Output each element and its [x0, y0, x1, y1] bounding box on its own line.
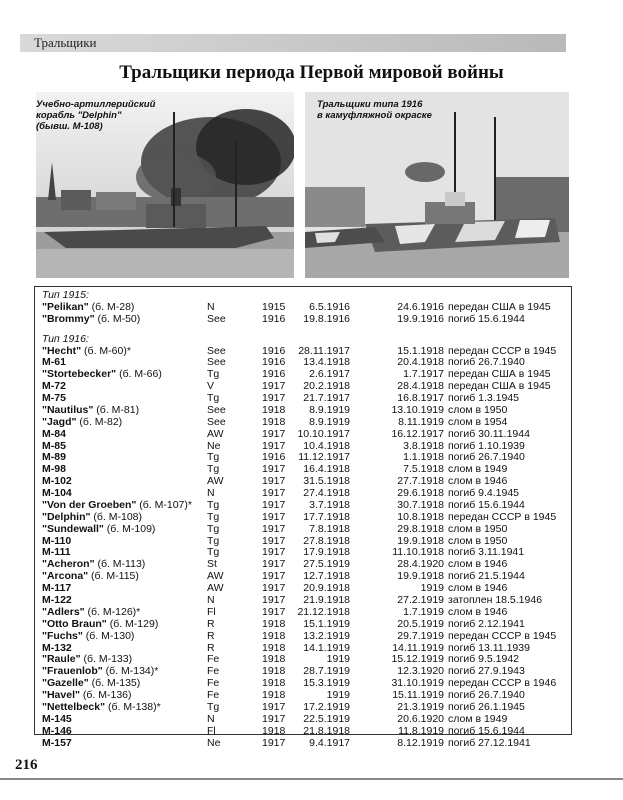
- program-year: 1918: [262, 724, 286, 737]
- ship-name: "Delphin": [42, 510, 91, 523]
- ship-name-cell: [42, 665, 158, 677]
- ship-name-cell: [42, 356, 66, 368]
- program-year: 1918: [262, 629, 286, 642]
- ship-name-cell: [42, 642, 72, 654]
- builder-code: AW: [207, 582, 224, 595]
- commission-date: 28.4.1920: [397, 558, 444, 571]
- program-year: 1918: [262, 415, 286, 428]
- builder-code: Fe: [207, 653, 220, 666]
- commission-date: 20.5.1919: [397, 617, 444, 630]
- fate: слом в 1949: [448, 463, 508, 476]
- program-year: 1918: [262, 677, 286, 690]
- commission-date: 8.12.1919: [397, 736, 444, 749]
- commission-date: 8.11.1919: [398, 415, 444, 428]
- commission-date: 11.10.1918: [392, 546, 444, 559]
- commission-date: 7.5.1918: [403, 463, 444, 476]
- commission-date: 28.4.1918: [397, 380, 444, 393]
- builder-code: Tg: [207, 510, 220, 523]
- ship-name-cell: [42, 463, 66, 475]
- builder-code: AW: [207, 570, 224, 583]
- former-name: (б. М-135): [88, 677, 141, 690]
- launch-date: 12.7.1918: [303, 570, 350, 583]
- program-year: 1917: [262, 534, 286, 547]
- commission-date: 21.3.1919: [397, 700, 444, 713]
- former-name: (б. М-126)*: [84, 605, 141, 618]
- ship-name: "Adlers": [42, 605, 85, 618]
- commission-date: 12.3.1920: [397, 665, 444, 678]
- fate: погиб 26.7.1940: [448, 356, 525, 369]
- program-year: 1917: [262, 392, 286, 405]
- launch-date: 15.1.1919: [303, 617, 350, 630]
- page-number: 216: [15, 757, 38, 773]
- program-year: 1915: [262, 300, 286, 313]
- ship-name-cell: [42, 404, 139, 416]
- fate: слом в 1950: [448, 522, 508, 535]
- fate: передан СССР в 1945: [448, 510, 557, 523]
- fate: передан США в 1945: [448, 380, 551, 393]
- launch-date: 27.8.1918: [303, 534, 350, 547]
- program-year: 1917: [262, 546, 286, 559]
- ship-name: "Arcona": [42, 570, 89, 583]
- builder-code: N: [207, 300, 215, 313]
- builder-code: Tg: [207, 368, 220, 381]
- fate: погиб 3.11.1941: [448, 546, 525, 559]
- fate: слом в 1950: [448, 403, 508, 416]
- program-year: 1917: [262, 522, 286, 535]
- former-name: (б. М-133): [80, 653, 133, 666]
- builder-code: R: [207, 629, 215, 642]
- former-name: (б. М-28): [88, 300, 135, 313]
- builder-code: R: [207, 617, 215, 630]
- ship-name-cell: [42, 523, 155, 535]
- former-name: (б. М-60)*: [81, 344, 131, 357]
- ship-name-cell: [42, 725, 72, 737]
- builder-code: AW: [207, 475, 224, 488]
- commission-date: 13.10.1919: [391, 403, 444, 416]
- commission-date: 20.6.1920: [397, 712, 444, 725]
- ship-name: "Stortebecker": [42, 368, 117, 381]
- program-year: 1917: [262, 380, 286, 393]
- launch-date: 15.3.1919: [303, 677, 350, 690]
- commission-date: 19.9.1916: [397, 312, 444, 325]
- ship-name-cell: [42, 440, 66, 452]
- former-name: (б. М-136): [79, 689, 132, 702]
- commission-date: 15.11.1919: [392, 689, 444, 702]
- ship-name: М-145: [42, 712, 72, 725]
- former-name: (б. М-129): [106, 617, 159, 630]
- launch-date: 10.4.1918: [303, 439, 350, 452]
- ship-name: "Gazelle": [42, 677, 89, 690]
- launch-date: 8.9.1919: [309, 403, 350, 416]
- commission-date: 14.11.1919: [392, 641, 444, 654]
- former-name: (б. М-50): [94, 312, 141, 325]
- launch-date: 7.8.1918: [309, 522, 350, 535]
- builder-code: Tg: [207, 700, 220, 713]
- former-name: (б. М-115): [88, 570, 139, 583]
- program-year: 1917: [262, 427, 286, 440]
- fate: передан СССР в 1945: [448, 344, 557, 357]
- launch-date: 8.9.1919: [309, 415, 350, 428]
- fate: слом в 1950: [448, 534, 508, 547]
- fate: погиб 21.5.1944: [448, 570, 525, 583]
- builder-code: See: [207, 403, 226, 416]
- former-name: (б. М-134)*: [102, 665, 159, 678]
- commission-date: 15.1.1918: [397, 344, 444, 357]
- launch-date: 13.4.1918: [303, 356, 350, 369]
- program-year: 1917: [262, 605, 286, 618]
- commission-date: 16.12.1917: [391, 427, 444, 440]
- ship-name: "Jagd": [42, 415, 77, 428]
- builder-code: Fe: [207, 665, 220, 678]
- ship-name-cell: [42, 630, 134, 642]
- fate: погиб 15.6.1944: [448, 724, 525, 737]
- commission-date: 29.6.1918: [397, 487, 444, 500]
- program-year: 1916: [262, 356, 286, 369]
- launch-date: 21.12.1918: [297, 605, 350, 618]
- commission-date: 19.9.1918: [397, 570, 444, 583]
- ship-name-cell: [42, 499, 192, 511]
- launch-date: 3.7.1918: [309, 498, 350, 511]
- ship-name: М-157: [42, 736, 72, 749]
- commission-date: 1919: [420, 582, 444, 595]
- former-name: (б. М-107)*: [136, 498, 192, 511]
- commission-date: 27.7.1918: [397, 475, 444, 488]
- fate: погиб 2.12.1941: [448, 617, 525, 630]
- fate: слом в 1954: [448, 415, 508, 428]
- program-year: 1918: [262, 665, 286, 678]
- ship-name-cell: [42, 301, 134, 313]
- former-name: (б. М-66): [116, 368, 162, 381]
- program-year: 1917: [262, 594, 286, 606]
- program-year: 1918: [262, 641, 286, 654]
- footer-rule: [0, 778, 623, 780]
- group-label: Тип 1915:: [42, 289, 89, 301]
- ship-name-cell: [42, 689, 132, 701]
- former-name: (б. М-82): [76, 415, 123, 428]
- program-year: 1917: [262, 498, 286, 511]
- launch-date: 14.1.1919: [303, 641, 350, 654]
- program-year: 1917: [262, 475, 286, 488]
- ship-name: М-110: [42, 534, 72, 547]
- ship-name: М-102: [42, 475, 72, 488]
- ship-name-cell: [42, 606, 140, 618]
- program-year: 1916: [262, 344, 286, 357]
- ship-name: М-104: [42, 487, 72, 500]
- ship-name: М-85: [42, 439, 66, 452]
- fate: погиб 30.11.1944: [448, 427, 530, 440]
- commission-date: 19.9.1918: [397, 534, 444, 547]
- fate: передан СССР в 1945: [448, 629, 557, 642]
- builder-code: See: [207, 312, 226, 325]
- ship-name-cell: [42, 701, 161, 713]
- program-year: 1917: [262, 582, 286, 595]
- fate: передан США в 1945: [448, 300, 551, 313]
- launch-date: 17.7.1918: [303, 510, 350, 523]
- ship-name: "Frauenlob": [42, 665, 103, 678]
- ship-name: "Fuchs": [42, 629, 83, 642]
- launch-date: 27.5.1919: [303, 558, 350, 571]
- launch-date: 10.10.1917: [297, 427, 350, 440]
- launch-date: 9.4.1917: [309, 736, 350, 749]
- ship-name: "Acheron": [42, 558, 95, 571]
- page-title: Тральщики периода Первой мировой войны: [119, 62, 504, 83]
- ship-name: "Sundewall": [42, 522, 104, 535]
- ship-name-cell: [42, 618, 158, 630]
- ship-name-cell: [42, 594, 72, 606]
- fate: затоплен 18.5.1946: [448, 594, 543, 606]
- ship-name: "Nettelbeck": [42, 700, 106, 713]
- builder-code: Tg: [207, 463, 220, 476]
- launch-date: 21.7.1917: [303, 392, 350, 405]
- program-year: 1917: [262, 700, 286, 713]
- ship-name-cell: [42, 511, 142, 523]
- ship-name: "Havel": [42, 689, 80, 702]
- former-name: (б. М-109): [103, 522, 156, 535]
- commission-date: 1.1.1918: [403, 451, 444, 464]
- commission-date: 20.4.1918: [397, 356, 444, 369]
- builder-code: R: [207, 641, 215, 654]
- launch-date: 19.8.1916: [303, 312, 350, 325]
- launch-date: 17.2.1919: [303, 700, 350, 713]
- commission-date: 24.6.1916: [397, 300, 444, 313]
- builder-code: Ne: [207, 439, 221, 452]
- fate: погиб 26.7.1940: [448, 451, 525, 464]
- commission-date: 10.8.1918: [397, 510, 444, 523]
- builder-code: St: [207, 558, 217, 571]
- program-year: 1918: [262, 617, 286, 630]
- ship-name-cell: [42, 546, 71, 558]
- builder-code: Tg: [207, 534, 220, 547]
- ship-name: М-72: [42, 380, 66, 393]
- ship-name: М-117: [42, 582, 72, 595]
- program-year: 1917: [262, 510, 286, 523]
- ship-name: М-61: [42, 356, 66, 369]
- program-year: 1917: [262, 487, 286, 500]
- builder-code: See: [207, 344, 226, 357]
- ship-name-cell: [42, 345, 131, 357]
- launch-date: 17.9.1918: [303, 546, 350, 559]
- photo-right-caption: Тральщики типа 1916 в камуфляжной окраске: [317, 99, 432, 121]
- ship-name-cell: [42, 737, 72, 749]
- program-year: 1916: [262, 312, 286, 325]
- section-title: Тральщики: [34, 35, 97, 50]
- commission-date: 16.8.1917: [397, 392, 444, 405]
- ship-name-cell: [42, 677, 140, 689]
- former-name: (б. М-113): [94, 558, 146, 571]
- builder-code: Fl: [207, 605, 216, 618]
- builder-code: N: [207, 594, 215, 606]
- ship-name: "Nautilus": [42, 403, 94, 416]
- commission-date: 29.8.1918: [397, 522, 444, 535]
- ship-name-cell: [42, 416, 122, 428]
- fate: слом в 1946: [448, 582, 508, 595]
- builder-code: AW: [207, 427, 224, 440]
- builder-code: Tg: [207, 498, 220, 511]
- fate: погиб 13.11.1939: [448, 641, 530, 654]
- fate: погиб 9.5.1942: [448, 653, 520, 666]
- ship-name: "Pelikan": [42, 300, 89, 313]
- builder-code: V: [207, 380, 215, 393]
- fate: погиб 27.12.1941: [448, 736, 531, 749]
- ship-name: "Brommy": [42, 312, 95, 325]
- ship-name: М-111: [42, 546, 71, 559]
- ship-name-cell: [42, 713, 72, 725]
- commission-date: 30.7.1918: [397, 498, 444, 511]
- program-year: 1918: [262, 689, 286, 702]
- ship-name: "Raule": [42, 653, 81, 666]
- builder-code: See: [207, 415, 226, 428]
- former-name: (б. М-138)*: [105, 700, 161, 713]
- program-year: 1918: [262, 653, 286, 666]
- launch-date: 1919: [326, 689, 350, 702]
- launch-date: 28.11.1917: [298, 344, 350, 357]
- former-name: (б. М-130): [82, 629, 135, 642]
- builder-code: Fl: [207, 724, 216, 737]
- launch-date: 22.5.1919: [303, 712, 350, 725]
- launch-date: 21.9.1918: [303, 594, 350, 606]
- commission-date: 29.7.1919: [397, 629, 444, 642]
- launch-date: 31.5.1918: [303, 475, 350, 488]
- program-year: 1917: [262, 570, 286, 583]
- program-year: 1917: [262, 712, 286, 725]
- ship-name: М-146: [42, 724, 72, 737]
- commission-date: 1.7.1917: [403, 368, 444, 381]
- ship-name-cell: [42, 535, 71, 547]
- photo-left-caption: Учебно-артиллерийский корабль "Delphin" (бывш. М-108): [36, 99, 156, 132]
- builder-code: Tg: [207, 392, 220, 405]
- program-year: 1917: [262, 439, 286, 452]
- fate: погиб 1.3.1945: [448, 392, 520, 405]
- launch-date: 16.4.1918: [303, 463, 350, 476]
- commission-date: 15.12.1919: [391, 653, 444, 666]
- program-year: 1917: [262, 558, 286, 571]
- fate: слом в 1949: [448, 712, 508, 725]
- commission-date: 27.2.1919: [397, 594, 444, 606]
- builder-code: Ne: [207, 736, 221, 749]
- fate: погиб 26.7.1940: [448, 689, 525, 702]
- ship-name-cell: [42, 582, 71, 594]
- ship-name: "Von der Groeben": [42, 498, 137, 511]
- launch-date: 11.12.1917: [298, 451, 350, 464]
- ship-name-cell: [42, 380, 66, 392]
- ship-name: М-84: [42, 427, 66, 440]
- ship-name-cell: [42, 428, 66, 440]
- launch-date: 20.9.1918: [303, 582, 350, 595]
- ship-name-cell: [42, 653, 132, 665]
- ship-name: М-89: [42, 451, 66, 464]
- former-name: (б. М-108): [90, 510, 142, 523]
- fate: слом в 1946: [448, 558, 508, 571]
- program-year: 1916: [262, 451, 286, 464]
- builder-code: Tg: [207, 451, 220, 464]
- launch-date: 28.7.1919: [303, 665, 350, 678]
- program-year: 1917: [262, 736, 286, 749]
- fate: передан СССР в 1946: [448, 677, 557, 690]
- program-year: 1917: [262, 463, 286, 476]
- commission-date: 1.7.1919: [403, 605, 444, 618]
- fate: погиб 1.10.1939: [448, 439, 525, 452]
- commission-date: 31.10.1919: [391, 677, 444, 690]
- fate: передан США в 1945: [448, 368, 551, 381]
- builder-code: Fe: [207, 677, 220, 690]
- ship-name-cell: [42, 487, 72, 499]
- ship-name-cell: [42, 475, 72, 487]
- launch-date: 6.5.1916: [309, 300, 350, 313]
- fate: слом в 1946: [448, 475, 508, 488]
- builder-code: N: [207, 487, 215, 500]
- ship-name: "Hecht": [42, 344, 82, 357]
- launch-date: 21.8.1918: [303, 724, 350, 737]
- launch-date: 27.4.1918: [303, 487, 350, 500]
- ship-name-cell: [42, 368, 162, 380]
- former-name: (б. М-81): [93, 403, 140, 416]
- ship-name: М-122: [42, 594, 72, 606]
- ship-name: М-98: [42, 463, 66, 476]
- commission-date: 11.8.1919: [398, 724, 444, 737]
- ship-name: "Otto Braun": [42, 617, 107, 630]
- ship-name: М-75: [42, 392, 66, 405]
- builder-code: Tg: [207, 546, 220, 559]
- commission-date: 3.8.1918: [403, 439, 444, 452]
- program-year: 1916: [262, 368, 286, 381]
- running-header: [20, 34, 566, 52]
- ship-name-cell: [42, 451, 66, 463]
- ship-name-cell: [42, 558, 145, 570]
- fate: слом в 1946: [448, 605, 508, 618]
- ship-name: М-132: [42, 641, 72, 654]
- builder-code: Fe: [207, 689, 220, 702]
- launch-date: 2.6.1917: [309, 368, 350, 381]
- launch-date: 1919: [326, 653, 350, 666]
- fate: погиб 15.6.1944: [448, 312, 525, 325]
- fate: погиб 9.4.1945: [448, 487, 520, 500]
- builder-code: Tg: [207, 522, 220, 535]
- builder-code: See: [207, 356, 226, 369]
- fate: погиб 15.6.1944: [448, 498, 525, 511]
- fate: погиб 27.9.1943: [448, 665, 525, 678]
- launch-date: 13.2.1919: [303, 629, 350, 642]
- group-label: Тип 1916:: [42, 332, 89, 345]
- fate: погиб 26.1.1945: [448, 700, 525, 713]
- ship-name-cell: [42, 313, 140, 325]
- ship-name-cell: [42, 392, 66, 404]
- builder-code: N: [207, 712, 215, 725]
- program-year: 1918: [262, 403, 286, 416]
- launch-date: 20.2.1918: [303, 380, 350, 393]
- ship-name-cell: [42, 570, 139, 582]
